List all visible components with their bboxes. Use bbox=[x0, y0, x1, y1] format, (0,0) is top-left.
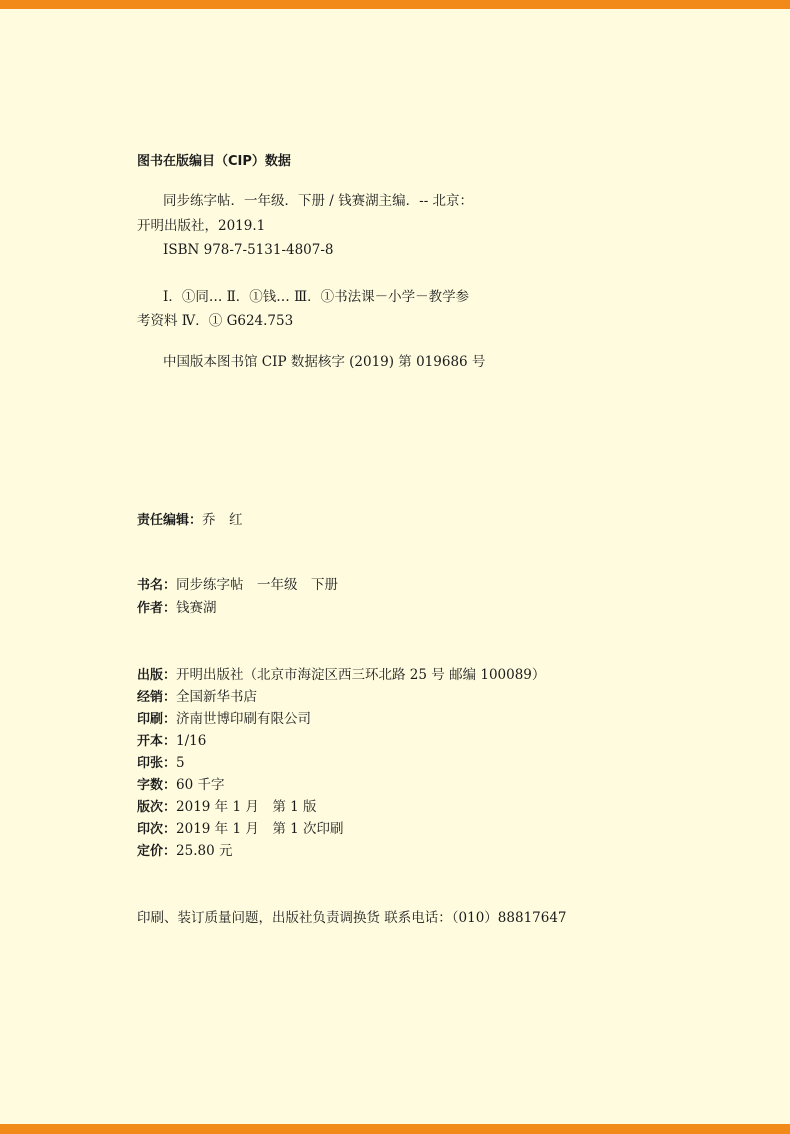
price-row bbox=[137, 842, 232, 861]
editor-label: 责任编辑： bbox=[137, 513, 203, 528]
editor-value: 乔 红 bbox=[202, 512, 243, 528]
word-count-row bbox=[137, 776, 225, 795]
format-label: 开本： bbox=[137, 734, 177, 749]
author-value: 钱赛湖 bbox=[176, 600, 217, 616]
author-row bbox=[137, 599, 217, 618]
impression-value: 2019 年 1 月 第 1 次印刷 bbox=[176, 821, 344, 837]
price-label: 定价： bbox=[137, 844, 177, 859]
publisher-value: 开明出版社（北京市海淀区西三环北路 25 号 邮编 100089） bbox=[176, 667, 546, 683]
book-title-value: 同步练字帖 一年级 下册 bbox=[176, 577, 339, 593]
book-title-row bbox=[137, 576, 338, 595]
price-value: 25.80 元 bbox=[176, 843, 233, 859]
printer-value: 济南世博印刷有限公司 bbox=[176, 711, 312, 727]
publisher-row bbox=[137, 666, 545, 685]
distributor-label: 经销： bbox=[137, 690, 177, 705]
sheets-value: 5 bbox=[176, 755, 185, 771]
printer-row bbox=[137, 710, 311, 729]
cip-record-number: 中国版本图书馆 CIP 数据核字 (2019) 第 019686 号 bbox=[163, 354, 486, 370]
format-value: 1/16 bbox=[176, 733, 207, 749]
printer-label: 印刷： bbox=[137, 712, 177, 727]
edition-label: 版次： bbox=[137, 800, 177, 815]
book-title-label: 书名： bbox=[137, 578, 177, 593]
format-row bbox=[137, 732, 206, 751]
editor-row bbox=[137, 511, 243, 530]
cip-isbn: ISBN 978-7-5131-4807-8 bbox=[163, 242, 334, 258]
impression-row bbox=[137, 820, 344, 839]
cip-heading: 图书在版编目（CIP）数据 bbox=[137, 154, 291, 169]
edition-row bbox=[137, 798, 317, 817]
word-count-value: 60 千字 bbox=[176, 777, 225, 793]
bottom-orange-bar bbox=[0, 1124, 790, 1134]
distributor-row bbox=[137, 688, 257, 707]
publisher-label: 出版： bbox=[137, 668, 177, 683]
word-count-label: 字数： bbox=[137, 778, 177, 793]
sheets-row bbox=[137, 754, 185, 773]
distributor-value: 全国新华书店 bbox=[176, 689, 258, 705]
quality-notice: 印刷、装订质量问题，出版社负责调换货 联系电话：（010）88817647 bbox=[137, 910, 567, 926]
author-label: 作者： bbox=[137, 601, 177, 616]
impression-label: 印次： bbox=[137, 822, 177, 837]
top-orange-bar bbox=[0, 0, 790, 9]
sheets-label: 印张： bbox=[137, 756, 177, 771]
cip-class-line-1: Ⅰ．①同… Ⅱ．①钱… Ⅲ．①书法课－小学－教学参 bbox=[163, 289, 470, 305]
cip-line-1: 同步练字帖．一年级．下册 / 钱赛湖主编．-- 北京： bbox=[163, 193, 474, 209]
edition-value: 2019 年 1 月 第 1 版 bbox=[176, 799, 317, 815]
cip-line-2: 开明出版社，2019.1 bbox=[137, 218, 266, 234]
cip-class-line-2: 考资料 Ⅳ．① G624.753 bbox=[137, 313, 294, 329]
